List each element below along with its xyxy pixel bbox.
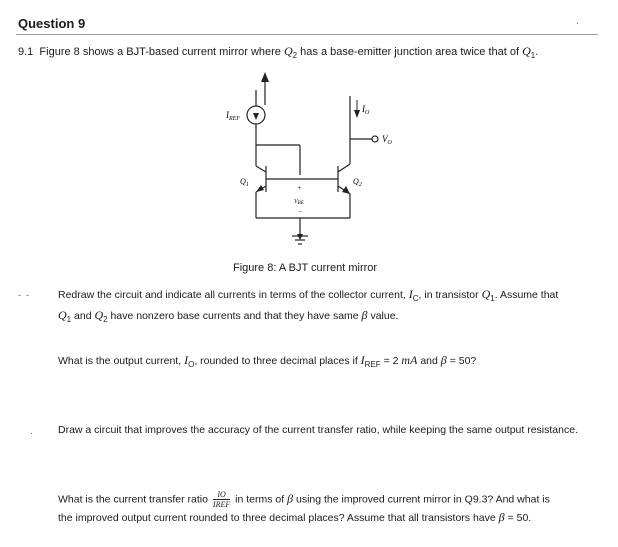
part-2-text	[58, 352, 598, 373]
beta-value: = 50?	[449, 355, 477, 367]
vbe-label: VBE	[294, 199, 304, 206]
p2-text-b: , rounded to three decimal places if	[194, 355, 358, 367]
part-1-text	[58, 286, 598, 328]
q1-subscript: 1	[530, 51, 536, 61]
q2-symbol: Q	[283, 44, 293, 58]
p2-text-a: What is the output current,	[58, 355, 182, 367]
p1-text-d: have nonzero base currents and that they have same	[110, 310, 359, 323]
q1-subscript: 1	[490, 294, 495, 304]
bullet: ·	[30, 428, 33, 438]
q1-label: $Q_1$	[240, 177, 249, 188]
q1-subscript: 1	[66, 315, 72, 325]
p1-text-e: value.	[370, 310, 399, 323]
ic-symbol: I	[408, 287, 413, 301]
q1-symbol: Q	[481, 287, 491, 301]
bullet: - -	[18, 290, 29, 300]
p4-text-d: the improved output current rounded to three decimal places? Assume that all transistors have	[58, 512, 496, 524]
io-symbol: I	[184, 353, 189, 367]
supply-arrow-icon	[261, 72, 269, 82]
fraction-denominator: IREF	[212, 500, 231, 509]
current-direction-icon	[253, 113, 259, 120]
iref-value: = 2	[383, 355, 399, 367]
q2-subscript: 2	[292, 51, 298, 61]
beta-symbol: β	[440, 353, 447, 367]
period: .	[535, 46, 539, 58]
ic-subscript: C	[412, 294, 419, 304]
and-word: and	[74, 310, 92, 323]
beta-symbol: β	[498, 510, 505, 524]
q1-symbol: Q	[522, 44, 531, 58]
p4-text-c: using the improved current mirror in Q9.3? And what is	[296, 493, 550, 506]
margin-mark: ·	[576, 18, 579, 28]
question-number: 9.1	[18, 46, 34, 58]
p1-text-c: . Assume that	[494, 289, 559, 301]
p1-text-a: Redraw the circuit and indicate all currents in terms of the collector current,	[58, 289, 406, 301]
part-3-text: Draw a circuit that improves the accuracy of the current transfer ratio, while keeping the same output resistance.	[58, 424, 578, 436]
q2-symbol: Q	[94, 308, 104, 323]
q2-label: $Q_2$	[353, 177, 362, 188]
io-label: $I_O$	[362, 104, 370, 116]
ma-unit: mA	[401, 353, 418, 367]
question-title: Question 9	[18, 16, 86, 31]
current-mirror-circuit	[0, 0, 618, 260]
figure-caption: Figure 8: A BJT current mirror	[233, 262, 378, 274]
q1-symbol: Q	[58, 308, 67, 323]
transfer-ratio-fraction	[213, 490, 230, 509]
p4-text-a: What is the current transfer ratio	[58, 493, 208, 506]
io-subscript: O	[188, 360, 195, 370]
p1-text-b: , in transistor	[418, 289, 479, 301]
vbe-minus: −	[298, 208, 303, 216]
iref-symbol: I	[360, 353, 365, 367]
and-word: and	[420, 355, 438, 367]
fraction-numerator: IO	[213, 490, 230, 500]
beta-symbol: β	[287, 491, 294, 506]
q1-emitter-arrow-icon	[256, 185, 264, 192]
q2-subscript: 2	[103, 315, 108, 325]
vbe-plus: +	[297, 184, 302, 192]
question-text-cont: has a base-emitter junction area twice that of	[300, 46, 520, 58]
question-text: Figure 8 shows a BJT-based current mirror where	[39, 46, 281, 58]
iref-subscript: REF	[364, 360, 381, 370]
vo-label: $V_O$	[382, 134, 392, 146]
part-4-text	[58, 490, 603, 526]
beta-value: = 50.	[507, 512, 532, 524]
iref-label: $I_{REF}$	[226, 110, 240, 122]
beta-symbol: β	[361, 308, 368, 323]
p4-text-b: in terms of	[235, 493, 285, 506]
